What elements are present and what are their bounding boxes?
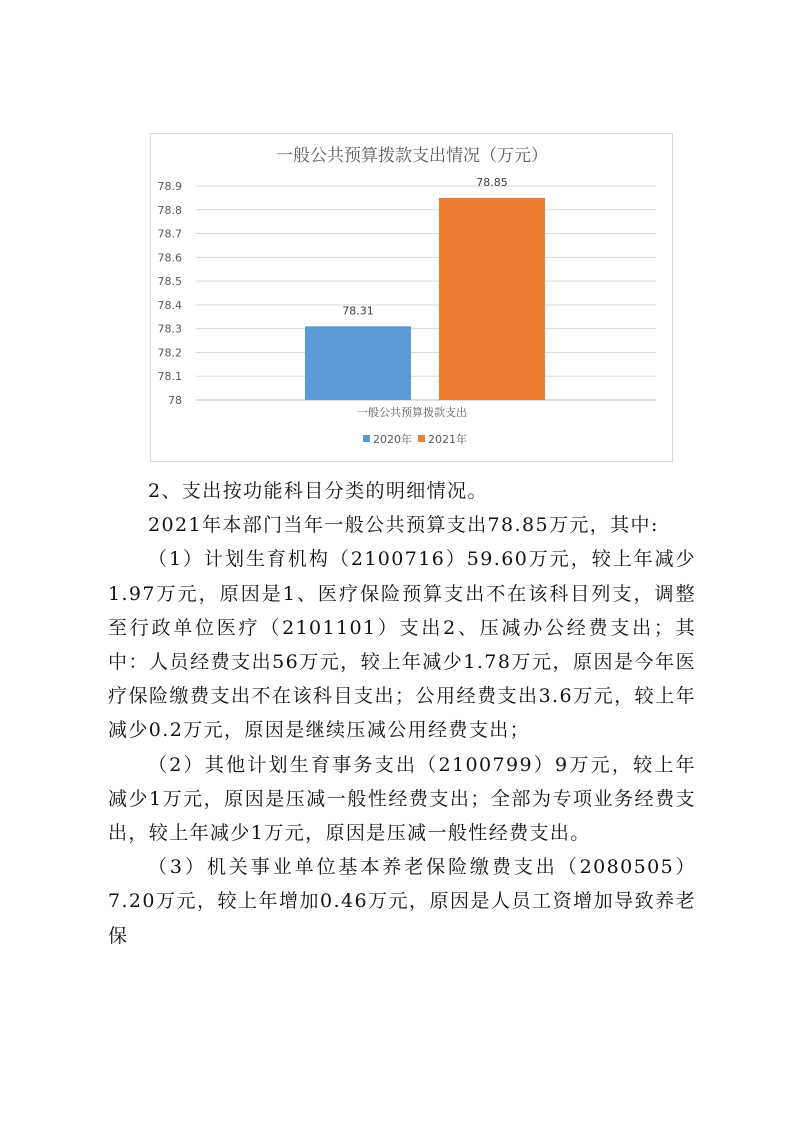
y-tick-label: 78.3	[157, 322, 182, 336]
legend-swatch	[363, 435, 370, 442]
data-label: 78.31	[342, 304, 374, 318]
y-tick-label: 78.5	[157, 275, 182, 289]
bar-chart	[151, 134, 672, 461]
y-tick-label: 78.1	[157, 370, 182, 384]
y-tick-label: 78.8	[157, 203, 182, 217]
bar-2020年	[305, 326, 411, 400]
x-category-label: 一般公共预算拨款支出	[357, 406, 467, 419]
y-tick-label: 78.7	[157, 227, 182, 241]
data-label: 78.85	[476, 175, 508, 189]
chart-title: 一般公共预算拨款支出情况（万元）	[276, 146, 548, 166]
document-body	[108, 474, 696, 953]
y-tick-label: 78.2	[157, 346, 182, 360]
paragraph-item-2: （2）其他计划生育事务支出（2100799）9万元，较上年减少1万元，原因是压减一般性经费支出；全部为专项业务经费支出，较上年减少1万元，原因是压减一般性经费支出。	[108, 753, 696, 845]
paragraph-item-3: （3）机关事业单位基本养老保险缴费支出（2080505）7.20万元，较上年增加0.46万元，原因是人员工资增加导致养老保	[108, 856, 696, 947]
y-tick-label: 78.6	[157, 251, 182, 265]
chart-legend	[363, 432, 467, 446]
legend-entry: 2021年	[428, 433, 467, 446]
paragraph-item-1: （1）计划生育机构（2100716）59.60万元，较上年减少1.97万元，原因是1、医疗保险预算支出不在该科目列支，调整至行政单位医疗（2101101）支出2、压减办公经费支出；其中：人员经费支出56万元，较上年减少1.78万元，原因是今年医疗保险缴费支出不在该科目支出；公用经费支出3.6万元，较上年减少0.2万元，原因是继续压减公用经费支出；	[108, 548, 696, 742]
paragraph-section-heading: 2、支出按功能科目分类的明细情况。	[148, 480, 488, 502]
y-tick-label: 78.9	[157, 180, 182, 193]
paragraph-summary: 2021年本部门当年一般公共预算支出78.85万元，其中:	[148, 514, 659, 537]
y-tick-label: 78.4	[157, 298, 182, 312]
y-tick-label: 78	[168, 394, 182, 407]
legend-entry: 2020年	[373, 433, 412, 446]
legend-swatch	[418, 435, 425, 442]
bar-2021年	[439, 198, 545, 400]
chart-container	[150, 133, 673, 462]
